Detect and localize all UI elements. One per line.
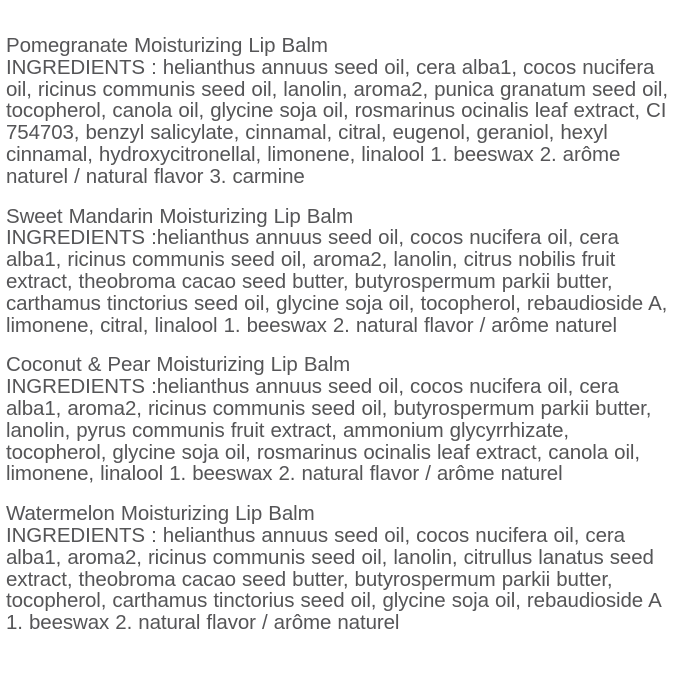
product-ingredients: INGREDIENTS : helianthus annuus seed oil, cera alba1, cocos nucifera oil, ricinus communis seed oil, lanolin, aroma2, punica granatum seed oil, tocopherol, canola oil, glycine soja oil, rosmarinus ocinalis leaf extract, CI 754703, benzyl salicylate, cinnamal, citral, eugenol, geraniol, hexyl cinnamal, hydroxycitronellal, limonene, linalool 1. beeswax 2. arôme naturel / natural flavor 3. carmine xyxy=(6,55,668,188)
product-title: Watermelon Moisturizing Lip Balm xyxy=(6,502,315,526)
product-section-pomegranate xyxy=(6,35,674,188)
product-section-coconut-pear xyxy=(6,354,674,485)
product-section-watermelon xyxy=(6,503,674,634)
product-ingredients: INGREDIENTS :helianthus annuus seed oil, cocos nucifera oil, cera alba1, ricinus communis seed oil, aroma2, lanolin, citrus nobilis fruit extract, theobroma cacao seed butter, butyrospermum parkii butter, carthamus tinctorius seed oil, glycine soja oil, tocopherol, rebaudioside A, limonene, citral, linalool 1. beeswax 2. natural flavor / arôme naturel xyxy=(6,226,668,337)
product-ingredients: INGREDIENTS :helianthus annuus seed oil, cocos nucifera oil, cera alba1, aroma2, ricinus communis seed oil, butyrospermum parkii butter, lanolin, pyrus communis fruit extract, ammonium glycyrrhizate, tocopherol, glycine soja oil, rosmarinus ocinalis leaf extract, canola oil, limonene, linalool 1. beeswax 2. natural flavor / arôme naturel xyxy=(6,375,652,486)
product-section-sweet-mandarin xyxy=(6,206,674,337)
product-title: Sweet Mandarin Moisturizing Lip Balm xyxy=(6,204,354,228)
product-ingredients: INGREDIENTS : helianthus annuus seed oil, cocos nucifera oil, cera alba1, aroma2, ricinus communis seed oil, lanolin, citrullus lanatus seed extract, theobroma cacao seed butter, butyrospermum parkii butter, tocopherol, carthamus tinctorius seed oil, glycine soja oil, rebaudioside A 1. beeswax 2. natural flavor / arôme naturel xyxy=(6,523,661,635)
product-title: Coconut & Pear Moisturizing Lip Balm xyxy=(6,353,351,377)
product-title: Pomegranate Moisturizing Lip Balm xyxy=(6,34,328,57)
